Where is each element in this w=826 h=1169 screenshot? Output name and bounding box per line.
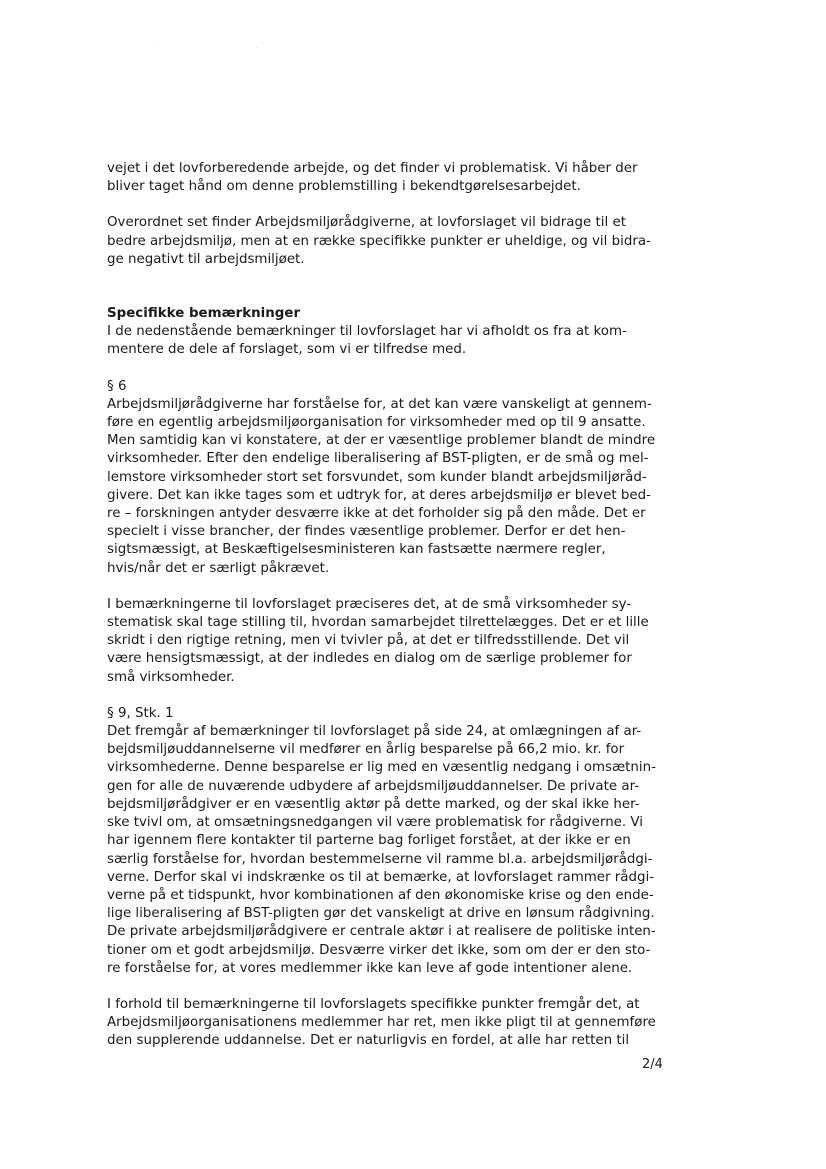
- document-body: [107, 160, 656, 1051]
- text-line: små virksomheder.: [107, 669, 235, 685]
- text-line: føre en egentlig arbejdsmiljøorganisation for virksomheder med op til 9 ansatte.: [107, 415, 646, 431]
- text-line: bliver taget hånd om denne problemstilling i bekendtgørelsesarbejdet.: [107, 179, 581, 195]
- text-line: De private arbejdsmiljørådgivere er centrale aktør i at realisere de politiske inten-: [107, 924, 656, 940]
- paragraph-specific-remarks: [107, 305, 627, 360]
- header-marks: . .: [157, 44, 306, 50]
- text-line: bejdsmiljørådgiver er en væsentlig aktør på dette marked, og der skal ikke her-: [107, 796, 640, 812]
- section-heading: Specifikke bemærkninger: [107, 306, 301, 322]
- text-line: vejet i det lovforberedende arbejde, og det finder vi problematisk. Vi håber der: [107, 161, 638, 176]
- text-line: specielt i visse brancher, der findes væsentlige problemer. Derfor er det hen-: [107, 524, 626, 540]
- text-line: I bemærkningerne til lovforslaget præciseres det, at de små virksomheder sy-: [107, 596, 632, 612]
- text-line: hvis/når det er særligt påkrævet.: [107, 560, 330, 576]
- text-line: mentere de dele af forslaget, som vi er tilfredse med.: [107, 342, 467, 358]
- text-line: den supplerende uddannelse. Det er naturligvis en fordel, at alle har retten til: [107, 1033, 630, 1049]
- text-line: har igennem flere kontakter til parterne bag forliget forstået, at der ikke er en: [107, 833, 631, 849]
- text-line: stematisk skal tage stilling til, hvordan samarbejdet tilrettelægges. Det er et lille: [107, 615, 649, 631]
- paragraph-overall-assessment: [107, 214, 651, 269]
- text-line: givere. Det kan ikke tages som et udtryk for, at deres arbejdsmiljø er blevet bed-: [107, 487, 651, 503]
- text-line: Arbejdsmiljøorganisationens medlemmer har ret, men ikke pligt til at gennemføre: [107, 1015, 656, 1031]
- text-line: særlig forståelse for, hvordan bestemmelserne vil ramme bl.a. arbejdsmiljørådgi-: [107, 851, 653, 867]
- text-line: Overordnet set finder Arbejdsmiljørådgiverne, at lovforslaget vil bidrage til et: [107, 215, 626, 231]
- text-line: være hensigtsmæssigt, at der indledes en dialog om de særlige problemer for: [107, 651, 632, 667]
- section-label: § 9, Stk. 1: [107, 705, 174, 721]
- paragraph-small-companies: [107, 596, 649, 687]
- text-line: Men samtidig kan vi konstatere, at der er væsentlige problemer blandt de mindre: [107, 433, 656, 449]
- text-line: virksomheder. Efter den endelige liberalisering af BST-pligten, er de små og mel-: [107, 451, 649, 467]
- paragraph-section-9: [107, 705, 656, 978]
- text-line: Det fremgår af bemærkninger til lovforslaget på side 24, at omlægningen af ar-: [107, 724, 642, 740]
- text-line: bejdsmiljøuddannelserne vil medfører en årlig besparelse på 66,2 mio. kr. for: [107, 742, 625, 758]
- section-label: § 6: [107, 378, 127, 394]
- text-line: virksomhederne. Denne besparelse er lig med en væsentlig nedgang i omsætnin-: [107, 760, 656, 776]
- text-line: bedre arbejdsmiljø, men at en række specifikke punkter er uheldige, og vil bidra-: [107, 233, 651, 249]
- text-line: lige liberalisering af BST-pligten gør det vanskeligt at drive en lønsum rådgivning.: [107, 906, 655, 922]
- text-line: verne. Derfor skal vi indskrænke os til at bemærke, at lovforslaget rammer rådgi-: [107, 869, 655, 885]
- text-line: I de nedenstående bemærkninger til lovforslaget har vi afholdt os fra at kom-: [107, 324, 627, 340]
- text-line: verne på et tidspunkt, hvor kombinationen af den økonomiske krise og den ende-: [107, 887, 654, 903]
- text-line: ge negativt til arbejdsmiljøet.: [107, 251, 305, 267]
- paragraph-intro-continuation: [107, 160, 638, 196]
- paragraph-section-6: [107, 378, 656, 578]
- text-line: re – forskningen antyder desværre ikke at det forholder sig på den måde. Det er: [107, 506, 646, 522]
- text-line: ske tvivl om, at omsætningsnedgangen vil være problematisk for rådgiverne. Vi: [107, 815, 644, 831]
- text-line: skridt i den rigtige retning, men vi tvivler på, at det er tilfredsstillende. Det vil: [107, 633, 630, 649]
- text-line: Arbejdsmiljørådgiverne har forståelse for, at det kan være vanskeligt at gennem-: [107, 396, 652, 412]
- text-line: gen for alle de nuværende udbydere af arbejdsmiljøuddannelser. De private ar-: [107, 778, 640, 794]
- text-line: re forståelse for, at vores medlemmer ikke kan leve af gode intentioner alene.: [107, 960, 633, 976]
- page-number: 2/4: [642, 1057, 663, 1072]
- text-line: tioner om et godt arbejdsmiljø. Desværre virker det ikke, som om der er den sto-: [107, 942, 651, 958]
- text-line: lemstore virksomheder stort set forsvundet, som kunder blandt arbejdsmiljøråd-: [107, 469, 647, 485]
- text-line: sigtsmæssigt, at Beskæftigelsesministeren kan fastsætte nærmere regler,: [107, 542, 606, 558]
- text-line: I forhold til bemærkningerne til lovforslagets specifikke punkter fremgår det, at: [107, 996, 640, 1012]
- paragraph-training-rights: [107, 996, 656, 1051]
